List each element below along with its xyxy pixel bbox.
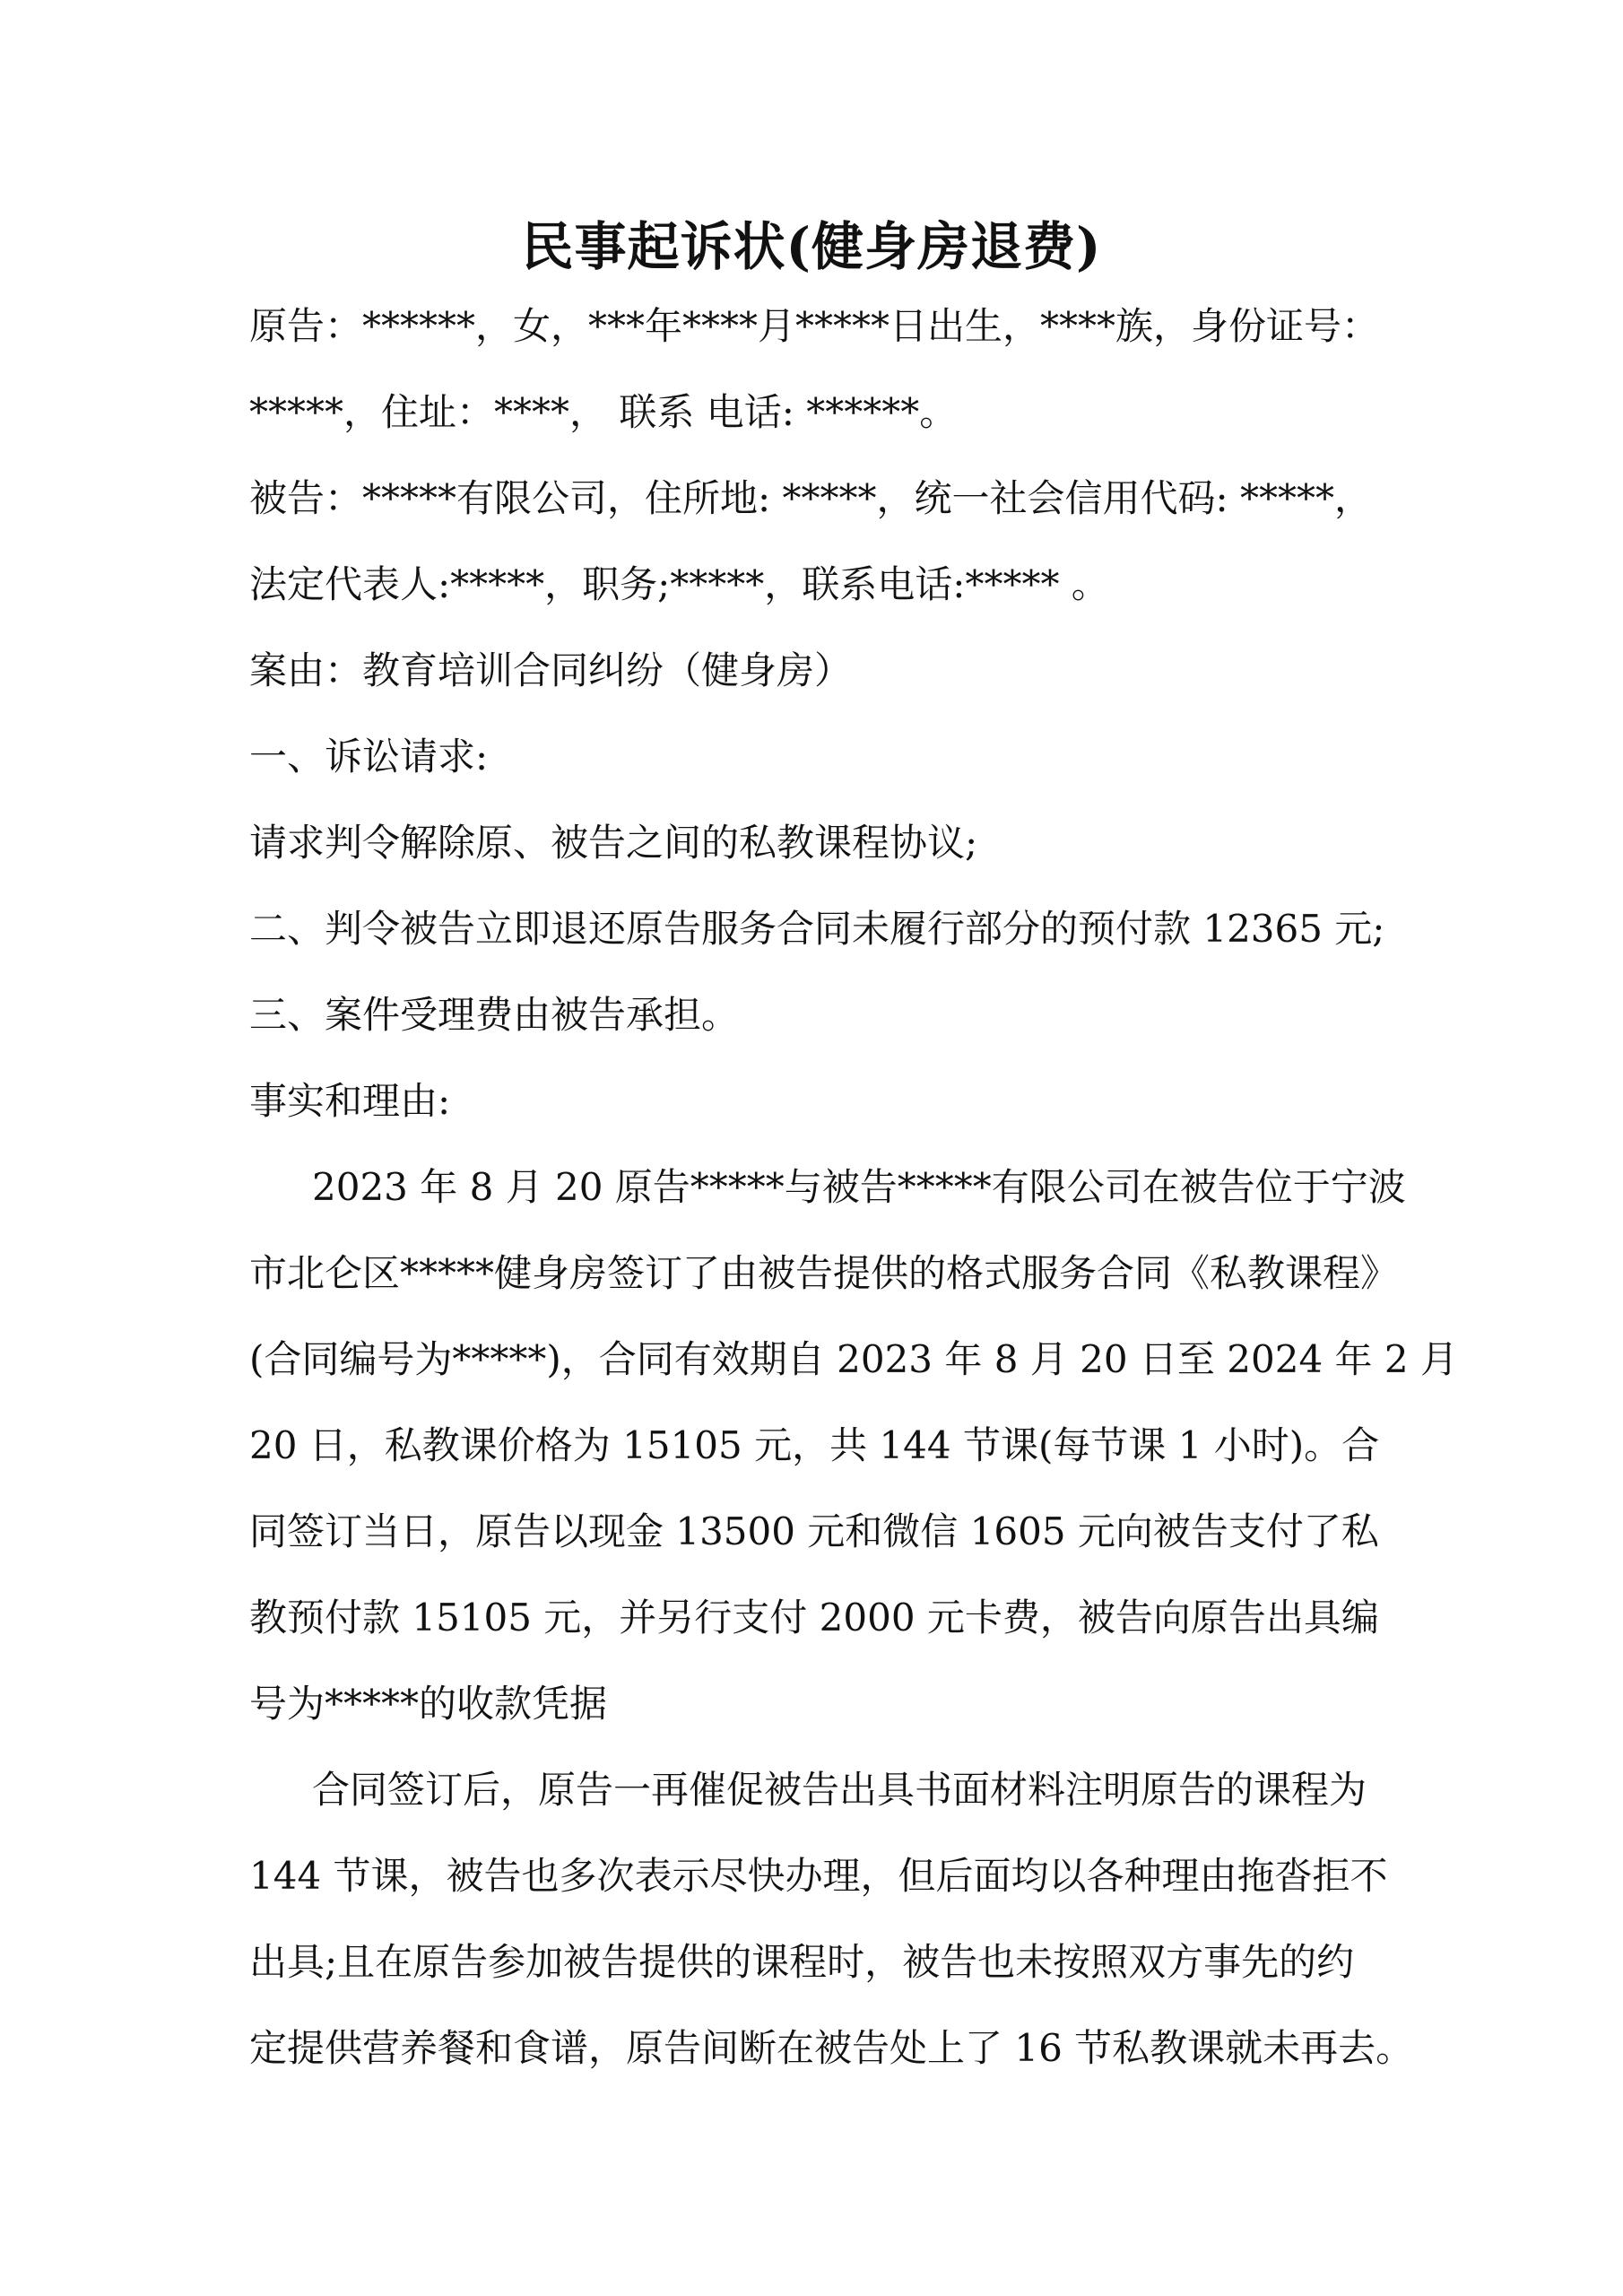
- document-title: 民事起诉状(健身房退费): [521, 216, 1102, 277]
- facts-paragraph-2-line-4: 定提供营养餐和食谱，原告间断在被告处上了 16 节私教课就未再去。: [249, 2026, 1414, 2070]
- defendant-info-line-2: 法定代表人:*****，职务;*****，联系电话:***** 。: [249, 562, 1109, 606]
- claim-1: 请求判令解除原、被告之间的私教课程协议;: [249, 821, 978, 865]
- facts-paragraph-2-line-1: 合同签订后，原告一再催促被告出具书面材料注明原告的课程为: [312, 1768, 1367, 1812]
- claims-heading: 一、诉讼请求:: [249, 735, 489, 778]
- case-cause: 案由：教育培训合同纠纷（健身房）: [249, 648, 853, 692]
- facts-paragraph-1-line-3: (合同编号为*****)，合同有效期自 2023 年 8 月 20 日至 2024 年 2 月: [249, 1337, 1458, 1381]
- plaintiff-info-line-2: *****，住址：****， 联系 电话: ******。: [249, 390, 958, 434]
- facts-paragraph-1-line-5: 同签订当日，原告以现金 13500 元和微信 1605 元向被告支付了私: [249, 1509, 1379, 1553]
- facts-paragraph-1-line-6: 教预付款 15105 元，并另行支付 2000 元卡费，被告向原告出具编: [249, 1596, 1379, 1639]
- claim-2: 二、判令被告立即退还原告服务合同未履行部分的预付款 12365 元;: [249, 907, 1385, 951]
- defendant-info-line-1: 被告：*****有限公司，住所地: *****，统一社会信用代码: *****，: [249, 476, 1373, 520]
- facts-paragraph-2-line-2: 144 节课，被告也多次表示尽快办理，但后面均以各种理由拖沓拒不: [249, 1854, 1388, 1898]
- facts-paragraph-1-line-7: 号为*****的收款凭据: [249, 1682, 608, 1726]
- claim-3: 三、案件受理费由被告承担。: [249, 993, 740, 1037]
- facts-paragraph-2-line-3: 出具;且在原告参加被告提供的课程时，被告也未按照双方事先的约: [249, 1940, 1355, 1984]
- facts-heading: 事实和理由:: [249, 1079, 451, 1123]
- facts-paragraph-1-line-1: 2023 年 8 月 20 原告*****与被告*****有限公司在被告位于宁波: [312, 1165, 1406, 1209]
- plaintiff-info-line-1: 原告：******，女，***年****月*****日出生，****族，身份证号：: [249, 304, 1380, 348]
- facts-paragraph-1-line-2: 市北仑区*****健身房签订了由被告提供的格式服务合同《私教课程》: [249, 1251, 1399, 1295]
- document-body: [249, 296, 1458, 2104]
- facts-paragraph-1-line-4: 20 日，私教课价格为 15105 元，共 144 节课(每节课 1 小时)。合: [249, 1423, 1380, 1467]
